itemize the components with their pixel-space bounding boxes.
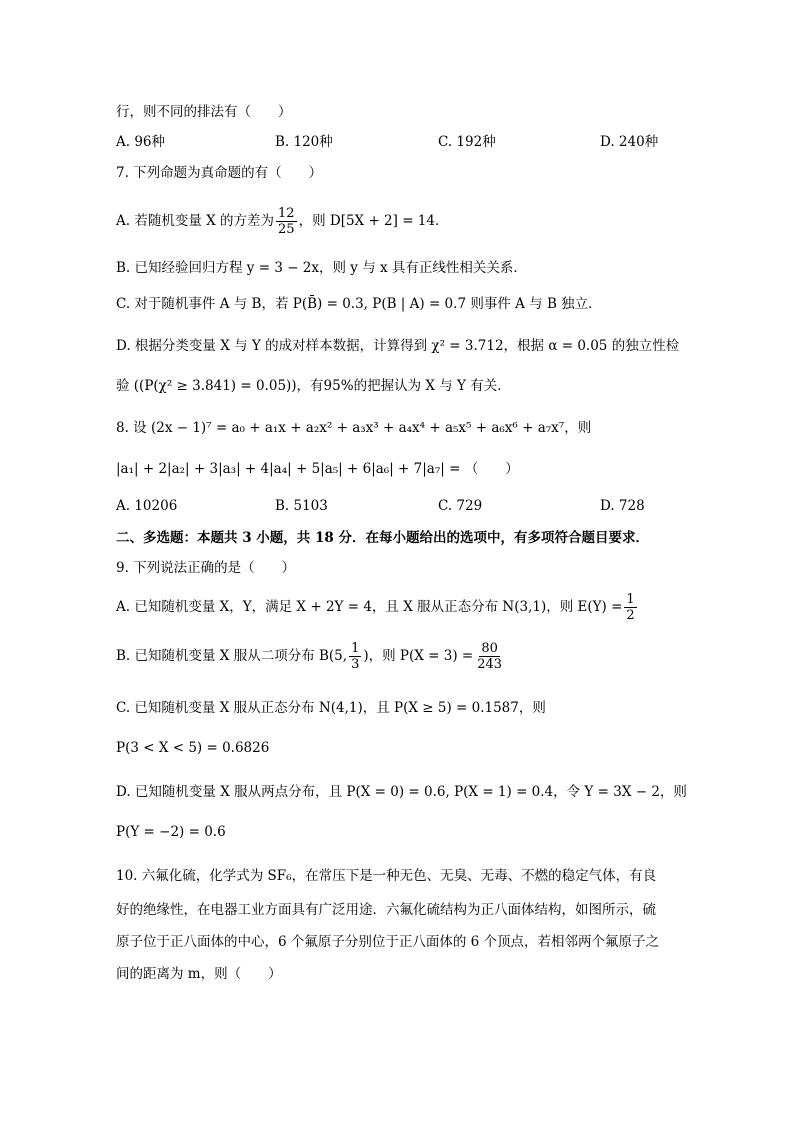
q8-stem-line2: |a₁| + 2|a₂| + 3|a₃| + 4|a₄| + 5|a₅| + 6|a₆| + 7|a₇| = （ ） <box>116 461 519 477</box>
q7-option-d-line1: D. 根据分类变量 X 与 Y 的成对样本数据，计算得到 χ² = 3.712，根据 α = 0.05 的独立性检 <box>116 338 680 354</box>
q6-option-c: C. 192种 <box>438 134 496 150</box>
q10-stem-line4: 间的距离为 m，则（ ） <box>116 966 282 982</box>
q7-a-text: A. 若随机变量 X 的方差为 <box>116 213 275 229</box>
q9-option-a <box>116 590 639 624</box>
q6-stem-tail: 行，则不同的排法有（ ） <box>116 104 292 120</box>
q7-a-numerator: 12 <box>278 206 295 221</box>
q9-option-d-line2: P(Y = −2) = 0.6 <box>116 824 226 840</box>
q7-option-d-line2: 验 ((P(χ² ≥ 3.841) = 0.05))，有95%的把握认为 X 与 Y 有关． <box>116 378 511 394</box>
q8-option-d: D. 728 <box>600 498 645 514</box>
q10-stem-line1: 10. 六氟化硫，化学式为 SF₆，在常压下是一种无色、无臭、无毒、不燃的稳定气体，有良 <box>116 868 657 884</box>
q9-option-d-line1: D. 已知随机变量 X 服从两点分布，且 P(X = 0) = 0.6, P(X = 1) = 0.4，令 Y = 3X − 2，则 <box>116 784 687 800</box>
q7-stem: 7. 下列命题为真命题的有（ ） <box>116 165 323 181</box>
q8-option-c: C. 729 <box>438 498 483 514</box>
q7-option-b: B. 已知经验回归方程 y = 3 − 2x，则 y 与 x 具有正线性相关关系． <box>116 260 527 276</box>
q10-stem-line3: 原子位于正八面体的中心，6 个氟原子分别位于正八面体的 6 个顶点，若相邻两个氟原子之 <box>116 934 660 950</box>
q9-option-c-line2: P(3 < X < 5) = 0.6826 <box>116 740 270 756</box>
q9-b-param-fraction <box>349 641 361 672</box>
q8-stem-line1: 8. 设 (2x − 1)⁷ = a₀ + a₁x + a₂x² + a₃x³ + a₄x⁴ + a₅x⁵ + a₆x⁶ + a₇x⁷，则 <box>116 420 592 436</box>
q8-option-b: B. 5103 <box>275 498 328 514</box>
q7-a-tail: ，则 D[5X + 2] = 14． <box>298 213 449 229</box>
q9-a-numerator: 1 <box>626 592 635 607</box>
q7-option-c: C. 对于随机事件 A 与 B，若 P(B̄) = 0.3, P(B | A) = 0.7 则事件 A 与 B 独立． <box>116 296 602 312</box>
q9-a-denominator: 2 <box>626 608 635 623</box>
q9-b-fraction <box>475 641 504 672</box>
q9-a-fraction <box>624 592 636 623</box>
q8-option-a: A. 10206 <box>116 498 178 514</box>
q9-b-param-denominator: 3 <box>351 657 360 672</box>
q6-option-a: A. 96种 <box>116 134 166 150</box>
q9-b-mid: )，则 P(X = 3) = <box>363 648 474 664</box>
section-2-heading: 二、多选题：本题共 3 小题，共 18 分．在每小题给出的选项中，有多项符合题目要求． <box>116 530 649 546</box>
q7-a-fraction <box>276 206 297 237</box>
q6-option-b: B. 120种 <box>275 134 333 150</box>
q9-a-text: A. 已知随机变量 X，Y，满足 X + 2Y = 4，且 X 服从正态分布 N(3,1)，则 E(Y) = <box>116 599 623 615</box>
q9-b-numerator: 80 <box>481 641 498 656</box>
q9-b-denominator: 243 <box>477 657 503 672</box>
q7-a-denominator: 25 <box>278 222 295 237</box>
q7-option-a <box>116 204 448 238</box>
q10-stem-line2: 好的绝缘性，在电器工业方面具有广泛用途．六氟化硫结构为正八面体结构，如图所示，硫 <box>116 902 656 918</box>
q9-b-param-numerator: 1 <box>351 641 360 656</box>
q9-option-c-line1: C. 已知随机变量 X 服从正态分布 N(4,1)，且 P(X ≥ 5) = 0.1587，则 <box>116 700 546 716</box>
q9-b-text: B. 已知随机变量 X 服从二项分布 B(5, <box>116 648 348 664</box>
q9-stem: 9. 下列说法正确的是（ ） <box>116 560 296 576</box>
q6-option-d: D. 240种 <box>600 134 659 150</box>
q9-option-b <box>116 639 506 673</box>
